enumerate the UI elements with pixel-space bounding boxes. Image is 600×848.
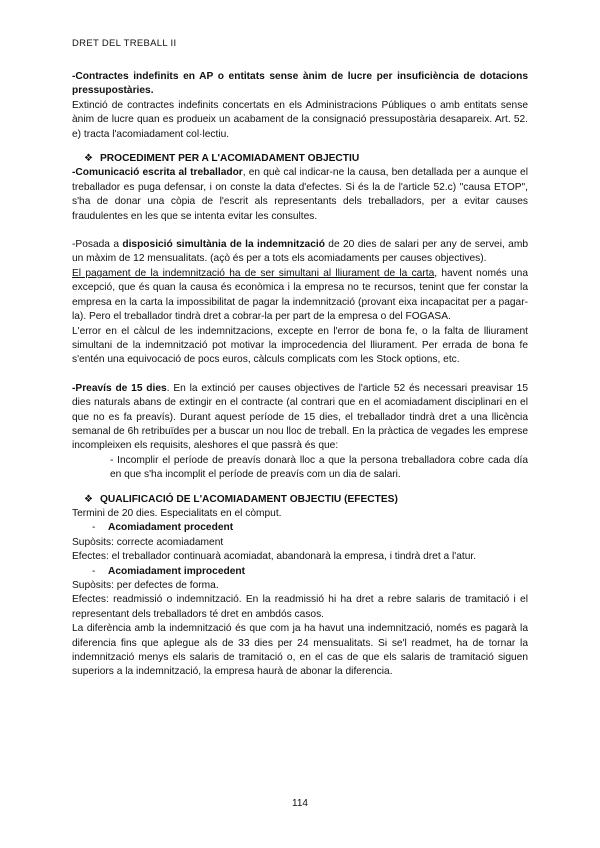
page-number: 114 — [292, 798, 308, 809]
sub-item-preavis: - Incomplir el període de preavís donarà lloc a que la persona treballadora cobre cada día en que s'ha incomplit el període de preavís com un dia de salari. — [110, 454, 528, 481]
improcedent-efectes: Efectes: readmissió o indemnització. En la readmissió hi ha dret a rebre salaris de tramitació i el representant dels treballadors té dret en ambdós casos. — [72, 594, 528, 620]
improcedent-diferencia: La diferència amb la indemnització és que com ja ha havut una indemnització, només es pagarà la diferencia fins que aplegue als de 33 dies per 24 mensualitats. Si se'l readmet, ha de tornar la indemnització menys els salaris de tramitació o, en el cas de que els salaris de tramitació siguen superiors a la indemnització, la empresa haurà de abonar la diferencia. — [72, 623, 528, 678]
improcedent-suposits: Supòsits: per defectes de forma. — [72, 580, 219, 591]
diamond-bullet-icon: ❖ — [84, 153, 94, 165]
diamond-bullet-icon: ❖ — [84, 493, 94, 505]
section-title-contractes: -Contractes indefinits en AP o entitats sense ànim de lucre per insuficiència de dotacions pressupostàries. — [72, 71, 528, 97]
paragraph-preavis: -Preavís de 15 dies. En la extinció per causes objectives de l'article 52 és necessari preavisar 15 dies naturals abans de extingir en el contracte (al contrari que en el acomiadament disciplinari en el que no es fa preavís). Durant aquest període de 15 dies, el treballador tindrà dret a una llicència semanal de 6h retribuïdes per a buscar un nou lloc de treball. En la pràctica de vegades les emprese incompleixen els requisits, aleshores el que passrà és que: — [72, 382, 528, 452]
paragraph-pagament: El pagament de la indemnització ha de ser simultani al lliurament de la carta, havent només una excepció, que és quan la causa és econòmica i la empresa no te recursos, tenint que fer constar la empresa en la carta la impossibilitat de pagar la indemnització (provant eixa incapacitat per a pagar-la). Pero el treballador tindrà dret a cobrar-la per part de la empresa o del FOGASA. — [72, 267, 529, 323]
page-content — [72, 70, 528, 680]
subheading-improcedent: - Acomiadament improcedent — [92, 565, 245, 577]
running-header: DRET DEL TREBALL II — [72, 38, 177, 49]
paragraph-contractes: Extinció de contractes indefinits concertats en els Administracions Públiques o amb entitats sense ànim de lucre quan es produeix un acabament de la consignació pressupostària desapareix. Art. 52. e) tracta l'acomiadament col·lectiu. — [72, 99, 528, 140]
procedent-efectes: Efectes: el treballador continuarà acomiadat, abandonarà la empresa, i tindrà dret a l'atur. — [72, 551, 477, 563]
paragraph-error: L'error en el càlcul de les indemnitzacions, excepte en l'error de bona fe, o la falta de lliurament simultani de la indemnització pot motivar la improcedencia del lliurament. Per errada de bona fe s'entén una equivocació de pocs euros, càlculs complicats com les Stock options, etc. — [72, 325, 528, 366]
heading-procediment: ❖ PROCEDIMENT PER A L'ACOMIADAMENT OBJECTIU — [72, 152, 528, 166]
paragraph-comunicacio: -Comunicació escrita al treballador, en què cal indicar-ne la causa, ben detallada per a aunque el treballador es puga defensar, i on conste la data d'efectes. Si és la de l'article 52.c) "causa ETOP", s'ha de donar una còpia de l'escrit als representants dels treballadors, per a evitar causes fraudulentes en les que se intenta evitar les consultes. — [72, 167, 528, 222]
termini-line: Termini de 20 dies. Especialitats en el còmput. — [72, 507, 282, 519]
procedent-suposits: Supòsits: correcte acomiadament — [72, 536, 224, 548]
subheading-procedent: - Acomiadament procedent — [92, 522, 234, 534]
paragraph-posada: -Posada a disposició simultània de la indemnització de 20 dies de salari per any de servei, amb un màxim de 12 mensualitats. (açò és per a tots els acomiadaments per causes objectives). — [72, 239, 528, 265]
heading-qualificacio: ❖ QUALIFICACIÓ DE L'ACOMIADAMENT OBJECTIU (EFECTES) — [72, 493, 528, 507]
